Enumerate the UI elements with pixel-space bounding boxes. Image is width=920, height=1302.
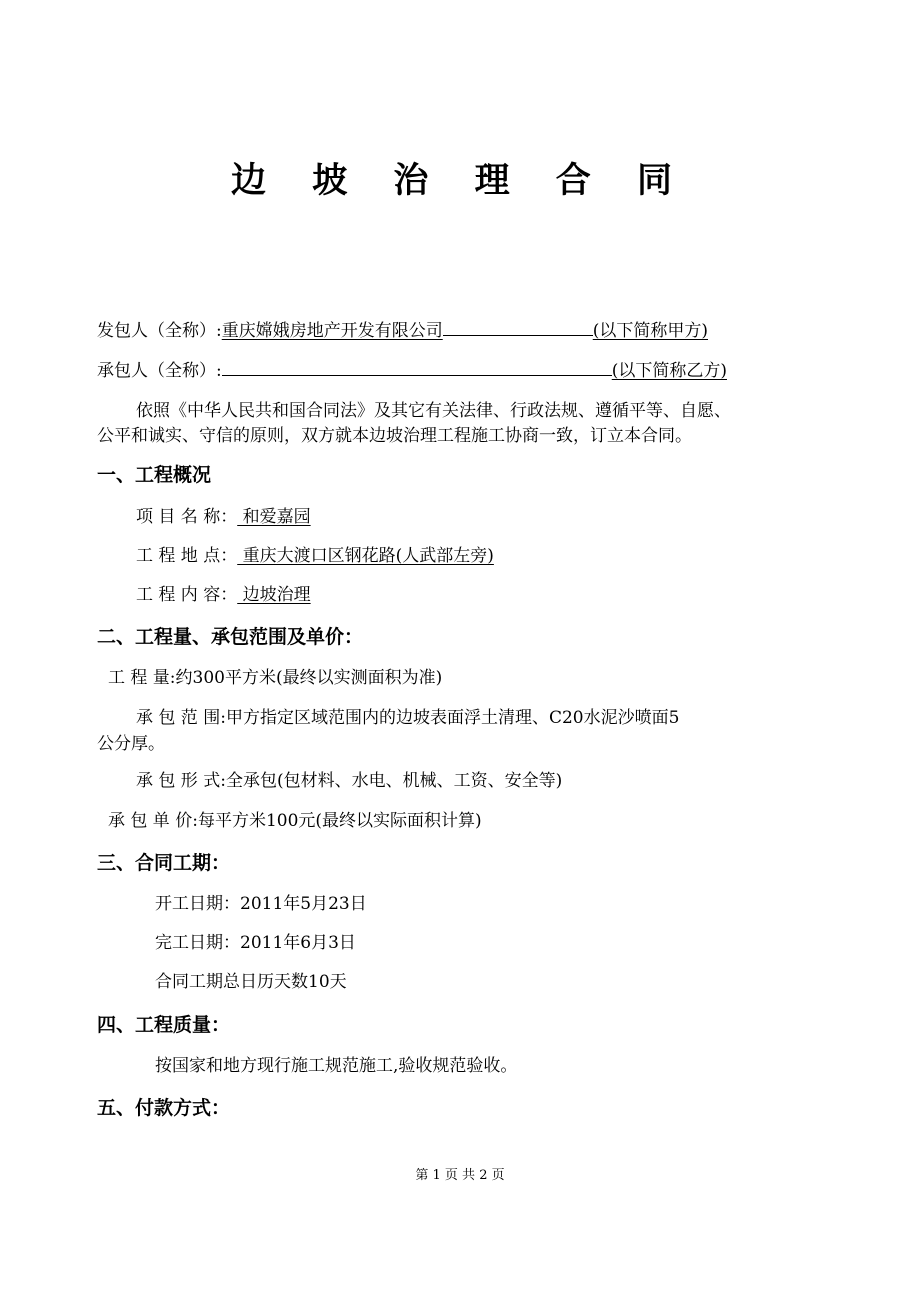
unit-price-label: 承 包 单 价: — [108, 811, 198, 831]
party-b-suffix: (以下简称乙方) — [611, 361, 727, 381]
scope-value: 甲方指定区域范围内的边坡表面浮土清理、C20水泥沙喷面5 — [225, 708, 680, 728]
preamble-line-2: 公平和诚实、守信的原则，双方就本边坡治理工程施工协商一致，订立本合同。 — [97, 426, 692, 446]
party-a-suffix: (以下简称甲方) — [592, 321, 708, 341]
scope-row — [136, 707, 679, 729]
project-content-value: 边坡治理 — [237, 585, 311, 605]
section-3-heading: 三、合同工期： — [97, 852, 231, 874]
project-location-value: 重庆大渡口区钢花路(人武部左旁) — [237, 546, 494, 566]
contract-form-row — [136, 770, 562, 792]
project-location-label: 工 程 地 点： — [136, 546, 238, 566]
scope-row-continued: 公分厚。 — [97, 734, 165, 754]
party-a-blank — [443, 318, 593, 336]
page-number: 第 1 页 共 2 页 — [415, 1168, 505, 1183]
project-content-row — [136, 584, 311, 606]
end-date: 完工日期：2011年6月3日 — [155, 933, 356, 953]
party-a-row — [97, 318, 708, 342]
quality-text: 按国家和地方现行施工规范施工,验收规范验收。 — [155, 1056, 518, 1076]
preamble-line-1: 依照《中华人民共和国合同法》及其它有关法律、行政法规、遵循平等、自愿、 — [136, 401, 731, 421]
contract-form-label: 承 包 形 式: — [136, 771, 226, 791]
project-name-value: 和爱嘉园 — [237, 507, 311, 527]
project-name-row — [136, 506, 311, 528]
party-b-label: 承包人（全称）: — [97, 361, 222, 381]
section-1-heading: 一、工程概况 — [97, 464, 212, 486]
total-days: 合同工期总日历天数10天 — [155, 972, 347, 992]
scope-label: 承 包 范 围: — [136, 708, 226, 728]
party-b-row — [97, 358, 727, 382]
project-name-label: 项 目 名 称： — [136, 507, 238, 527]
party-a-name: 重庆嫦娥房地产开发有限公司 — [221, 321, 443, 341]
unit-price-value: 每平方米100元(最终以实际面积计算) — [197, 811, 482, 831]
quantity-row — [108, 667, 442, 689]
start-date: 开工日期：2011年5月23日 — [155, 894, 367, 914]
unit-price-row — [108, 810, 482, 832]
section-2-heading: 二、工程量、承包范围及单价： — [97, 626, 364, 648]
project-content-label: 工 程 内 容： — [136, 585, 238, 605]
party-a-label: 发包人（全称）: — [97, 321, 222, 341]
section-5-heading: 五、付款方式： — [97, 1097, 231, 1119]
party-b-name-blank — [222, 358, 612, 376]
quantity-label: 工 程 量: — [108, 668, 176, 688]
section-4-heading: 四、工程质量： — [97, 1014, 231, 1036]
project-location-row — [136, 545, 494, 567]
quantity-value: 约300平方米(最终以实测面积为准) — [175, 668, 443, 688]
contract-form-value: 全承包(包材料、水电、机械、工资、安全等) — [225, 771, 563, 791]
contract-title: 边 坡 治 理 合 同 — [231, 161, 689, 201]
